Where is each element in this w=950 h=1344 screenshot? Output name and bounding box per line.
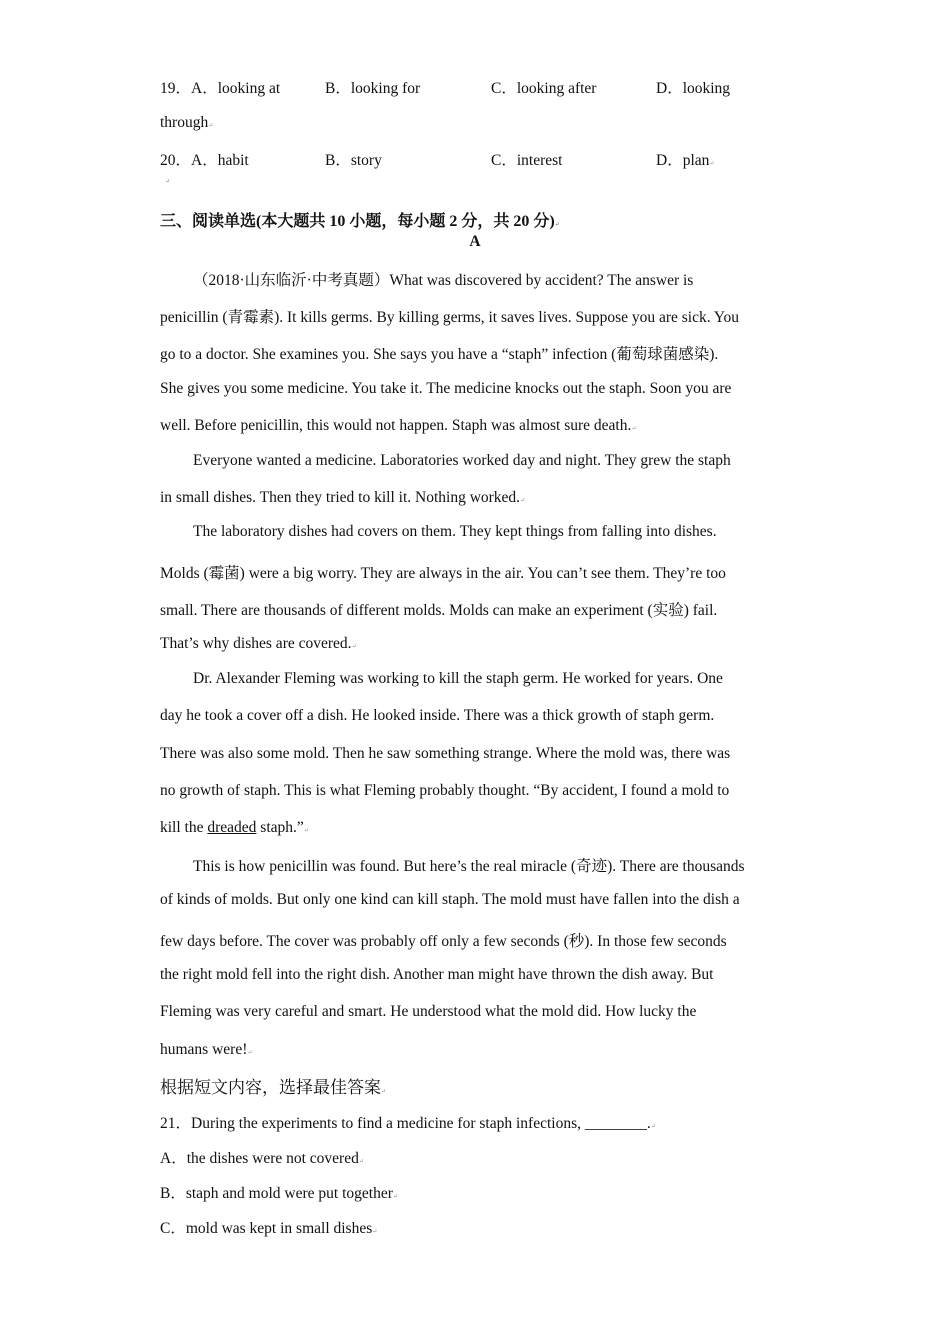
p5-line-6: humans were! (160, 1041, 248, 1058)
q21-option-c: C．mold was kept in small dishes (160, 1220, 373, 1237)
paragraph-mark: ↵ (208, 123, 214, 129)
p3-line-3: small. There are thousands of different molds. Molds can make an experiment (实验) fail. (160, 602, 718, 619)
q19-option-d: D．looking (656, 80, 731, 97)
p3-line-1: The laboratory dishes had covers on them. They kept things from falling into dishes. (193, 523, 717, 540)
paragraph-mark: ↵ (247, 1050, 253, 1056)
p3-line-4-wrap (160, 635, 357, 653)
p5-line-6-wrap (160, 1041, 252, 1059)
paragraph-mark: ↵ (631, 426, 637, 432)
p4-line-1: Dr. Alexander Fleming was working to kill the staph germ. He worked for years. One (193, 670, 723, 687)
p2-line-2: in small dishes. Then they tried to kill it. Nothing worked. (160, 489, 521, 506)
p5-line-1: This is how penicillin was found. But here’s the real miracle (奇迹). There are thousands (193, 858, 745, 875)
paragraph-mark: ↵ (381, 1089, 387, 1095)
paragraph-mark: ↵ (392, 1194, 398, 1200)
q21-option-a: A．the dishes were not covered (160, 1150, 359, 1167)
paragraph-mark: ↵ (358, 1159, 364, 1165)
p2-line-1: Everyone wanted a medicine. Laboratories worked day and night. They grew the staph (193, 452, 731, 469)
q19-number-option-a (160, 76, 280, 98)
q20-option-d-text: D．plan (656, 152, 710, 169)
q19-option-a: A．looking at (191, 80, 281, 97)
q21-stem-wrap (160, 1111, 656, 1133)
paragraph-mark: ↵ (165, 179, 171, 185)
q20-option-a: A．habit (191, 152, 249, 169)
q21-option-a-wrap (160, 1146, 364, 1168)
p4-line-3: There was also some mold. Then he saw something strange. Where the mold was, there was (160, 745, 731, 762)
q20-number-option-a (160, 148, 249, 170)
p1-line-4: She gives you some medicine. You take it. The medicine knocks out the staph. Soon you are (160, 380, 732, 397)
paragraph-mark: ↵ (709, 161, 715, 167)
p5-line-3: few days before. The cover was probably off only a few seconds (秒). In those few seconds (160, 933, 727, 950)
underlined-word-dreaded: dreaded (207, 819, 257, 836)
p2-line-2-wrap (160, 489, 525, 507)
q19-option-d-wrap: through (160, 114, 209, 131)
section-heading (160, 208, 800, 231)
section-title: 三、阅读单选(本大题共 10 小题，每小题 2 分，共 20 分) (160, 213, 555, 230)
p5-line-2: of kinds of molds. But only one kind can kill staph. The mold must have fallen into the dish a (160, 891, 740, 908)
q19-option-d-continued (160, 114, 800, 132)
q20-option-d (656, 148, 714, 170)
instruction-wrap (160, 1073, 386, 1098)
p3-line-2: Molds (霉菌) were a big worry. They are always in the air. You can’t see them. They’re too (160, 565, 726, 582)
q21-option-c-wrap (160, 1216, 377, 1238)
paragraph-mark: ↵ (554, 222, 560, 228)
p1-line-1: （2018·山东临沂·中考真题）What was discovered by accident? The answer is (193, 272, 694, 289)
paragraph-mark: ↵ (351, 644, 357, 650)
paragraph-mark: ↵ (650, 1124, 656, 1130)
p4-line-5-after: staph.” (256, 819, 304, 836)
paragraph-mark: ↵ (303, 828, 309, 834)
p1-line-5-wrap (160, 417, 636, 435)
q19-option-c: C．looking after (491, 80, 597, 97)
p1-line-3: go to a doctor. She examines you. She says you have a “staph” infection (葡萄球菌感染). (160, 346, 719, 363)
q20-option-b: B．story (325, 152, 382, 169)
q20-number: 20． (160, 152, 192, 169)
q21-option-b: B．staph and mold were put together (160, 1185, 393, 1202)
p4-line-4: no growth of staph. This is what Fleming probably thought. “By accident, I found a mold to (160, 782, 730, 799)
p4-line-5-before: kill the (160, 819, 208, 836)
paragraph-mark: ↵ (372, 1229, 378, 1235)
p4-line-5 (160, 819, 309, 837)
q19-option-b: B．looking for (325, 80, 421, 97)
q19-number: 19． (160, 80, 192, 97)
paragraph-mark: ↵ (520, 498, 526, 504)
p5-line-4: the right mold fell into the right dish. Another man might have thrown the dish away. But (160, 966, 714, 983)
passage-label: A (469, 233, 481, 250)
p5-line-5: Fleming was very careful and smart. He understood what the mold did. How lucky the (160, 1003, 697, 1020)
p4-line-2: day he took a cover off a dish. He looked inside. There was a thick growth of staph germ. (160, 707, 715, 724)
q21-stem: 21．During the experiments to find a medicine for staph infections, ________. (160, 1115, 651, 1132)
empty-paragraph-mark (165, 170, 805, 188)
q20-option-c: C．interest (491, 152, 563, 169)
instruction: 根据短文内容，选择最佳答案 (160, 1078, 381, 1097)
q21-option-b-wrap (160, 1181, 398, 1203)
p1-line-2: penicillin (青霉素). It kills germs. By killing germs, it saves lives. Suppose you are sick. You (160, 309, 740, 326)
p3-line-4: That’s why dishes are covered. (160, 635, 352, 652)
p1-line-5: well. Before penicillin, this would not happen. Staph was almost sure death. (160, 417, 632, 434)
